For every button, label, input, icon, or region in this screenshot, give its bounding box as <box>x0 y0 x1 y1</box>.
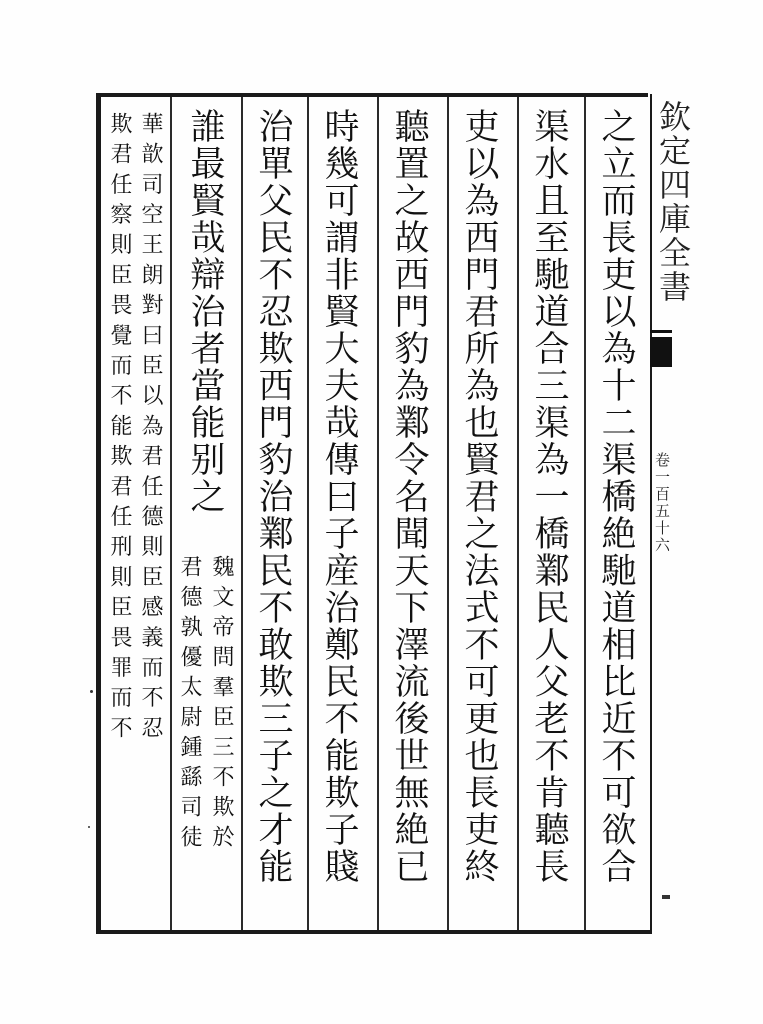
column-rule <box>170 97 172 930</box>
annotation-column-3: 華歆司空王朗對曰臣以為君任德則臣感義而不忍 <box>138 112 163 747</box>
fishtail-rule <box>650 330 672 333</box>
column-rule <box>241 97 243 930</box>
column-rule <box>307 97 309 930</box>
text-column-2: 渠水且至馳道合三渠為一橋鄴民人父老不肯聽長 <box>529 108 569 885</box>
annotation-column-4: 欺君任察則臣畏覺而不能欺君任刑則臣畏罪而不 <box>107 112 132 747</box>
banxin-title: 欽定四庫全書 <box>654 100 692 304</box>
text-column-3: 吏以為西門君所為也賢君之法式不可更也長吏終 <box>459 108 499 885</box>
text-column-4: 聽置之故西門豹為鄴令名聞天下澤流後世無絶已 <box>389 108 429 885</box>
text-column-7: 誰最賢哉辯治者當能别之 <box>185 108 225 515</box>
text-column-1: 之立而長吏以為十二渠橋絶馳道相比近不可欲合 <box>596 108 636 885</box>
scan-speck <box>90 690 93 693</box>
column-rule <box>584 97 586 930</box>
text-column-5: 時幾可謂非賢大夫哉傳曰子産治鄭民不能欺子賤 <box>319 108 359 885</box>
frame-left-border <box>96 94 101 934</box>
column-rule <box>377 97 379 930</box>
banxin-juan-label: 卷一百五十六 <box>653 452 671 554</box>
column-rule <box>447 97 449 930</box>
annotation-column-1: 魏文帝問羣臣三不欺於 <box>209 555 234 855</box>
frame-top-border <box>96 93 648 97</box>
annotation-column-2: 君德孰優太尉鍾繇司徒 <box>177 555 202 855</box>
banxin-bottom-mark <box>662 895 670 899</box>
scan-speck <box>88 826 90 828</box>
frame-bottom-border <box>96 930 652 934</box>
text-column-6: 治單父民不忍欺西門豹治鄴民不敢欺三子之才能 <box>253 108 293 885</box>
column-rule <box>517 97 519 930</box>
fishtail-mark <box>650 337 672 367</box>
